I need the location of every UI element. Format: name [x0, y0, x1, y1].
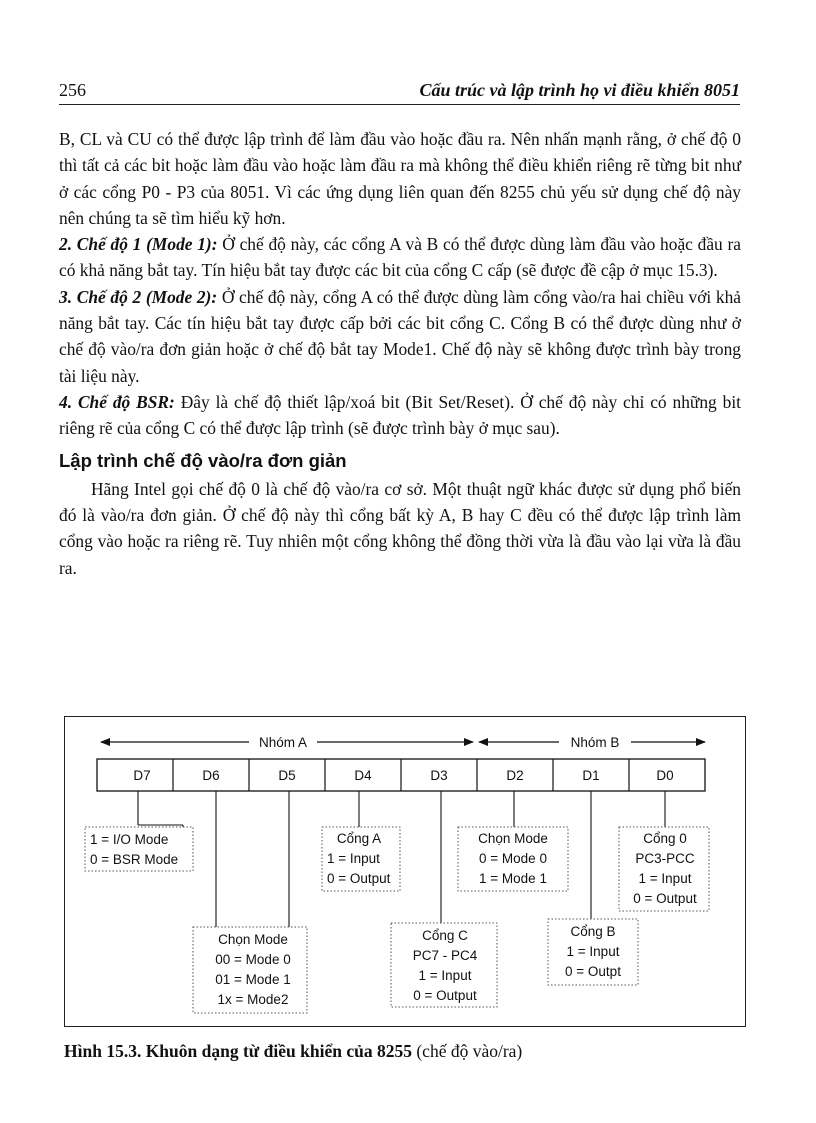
bsr-text: Đây là chế độ thiết lập/xoá bit (Bit Set/Reset). Ở chế độ này chỉ có những bit riêng rẽ của cổng C có thể được lập trình (sẽ được trình bày ở mục sau). — [59, 391, 741, 439]
paragraph-mode2 — [59, 284, 741, 389]
box-d0-line1: Cổng 0 — [643, 831, 687, 846]
paragraph-bsr — [59, 389, 741, 442]
box-d0-line3: 1 = Input — [638, 871, 692, 886]
box-d4-line2: 1 = Input — [327, 851, 380, 866]
body-text — [59, 126, 741, 581]
box-d65-line3: 01 = Mode 1 — [215, 972, 291, 987]
box-d2-line2: 0 = Mode 0 — [479, 851, 547, 866]
dotted-boxes — [85, 827, 709, 1013]
box-d4-line1: Cổng A — [336, 831, 382, 846]
group-b-arrow — [479, 735, 705, 750]
box-d7 — [90, 832, 178, 867]
bit-d7: D7 — [133, 768, 151, 783]
caption-rest: (chế độ vào/ra) — [411, 1041, 523, 1061]
group-a-label: Nhóm A — [258, 735, 308, 750]
figure-diagram — [65, 717, 747, 1028]
box-d3-line1: Cổng C — [422, 928, 468, 943]
box-d3 — [413, 928, 478, 1003]
box-d2-line3: 1 = Mode 1 — [479, 871, 547, 886]
box-d65-line2: 00 = Mode 0 — [215, 952, 291, 967]
box-d4 — [327, 831, 391, 886]
group-a-arrow — [101, 735, 473, 750]
running-header — [59, 78, 740, 105]
box-d1 — [565, 924, 621, 979]
mode2-text: Ở chế độ này, cổng A có thể được dùng làm cổng vào/ra hai chiều với khả năng bắt tay. Các tín hiệu bắt tay được cấp bởi các bit cổng C. Cổng B có thể được dùng như ở chế độ vào/ra đơn giản hoặc ở chế độ bắt tay Mode1. Chế độ này sẽ không được trình bày trong tài liệu này. — [59, 286, 742, 386]
group-b-label: Nhóm B — [570, 735, 620, 750]
caption-label: Hình 15.3. Khuôn dạng từ điều khiển của 8255 — [64, 1041, 412, 1061]
box-d2-line1: Chọn Mode — [478, 831, 548, 846]
box-d1-line2: 1 = Input — [566, 944, 620, 959]
box-d3-line2: PC7 - PC4 — [412, 948, 478, 963]
bit-d5: D5 — [278, 768, 296, 783]
figure-caption — [64, 1041, 522, 1062]
box-d7-line2: 0 = BSR Mode — [90, 852, 179, 867]
box-d1-line3: 0 = Outpt — [565, 964, 621, 979]
bit-d2: D2 — [506, 768, 524, 783]
bit-d3: D3 — [430, 768, 448, 783]
box-d3-line3: 1 = Input — [418, 968, 472, 983]
mode1-label: 2. Chế độ 1 (Mode 1): — [59, 234, 218, 255]
box-d6-d5 — [215, 932, 290, 1007]
page-number: 256 — [59, 80, 86, 100]
bit-d0: D0 — [656, 768, 674, 783]
bsr-label: 4. Chế độ BSR: — [59, 391, 175, 412]
box-d3-line4: 0 = Output — [413, 988, 477, 1003]
box-d0 — [633, 831, 697, 906]
box-d2 — [478, 831, 548, 886]
box-d7-line1: 1 = I/O Mode — [90, 832, 169, 847]
box-d65-line1: Chọn Mode — [218, 932, 288, 947]
control-register — [97, 759, 705, 791]
running-title: Cấu trúc và lập trình họ vi điều khiển 8051 — [419, 80, 740, 100]
box-d65-line4: 1x = Mode2 — [217, 992, 289, 1007]
connector-lines — [138, 791, 665, 927]
mode1-text: Ở chế độ này, các cổng A và B có thể được dùng làm đầu vào hoặc đầu ra có khả năng bắt tay. Tín hiệu bắt tay được các bit của cổng C cấp (sẽ được đề cập ở mục 15.3). — [59, 234, 741, 281]
paragraph-mode1 — [59, 231, 741, 284]
box-d4-line3: 0 = Output — [327, 871, 391, 886]
paragraph-simple-io: Hãng Intel gọi chế độ 0 là chế độ vào/ra cơ sở. Một thuật ngữ khác được sử dụng phổ biến đó là vào/ra đơn giản. Ở chế độ này thì cổng bất kỳ A, B hay C đều có thể được lập trình làm cổng vào hoặc ra riêng rẽ. Tuy nhiên một cổng không thể đồng thời vừa là đầu vào lại vừa là đầu ra. — [59, 478, 741, 578]
section-heading: Lập trình chế độ vào/ra đơn giản — [59, 449, 347, 471]
paragraph-intro: B, CL và CU có thể được lập trình để làm đầu vào hoặc đầu ra. Nên nhấn mạnh rằng, ở chế độ 0 thì tất cả các bit hoặc làm đầu vào hoặc làm đầu ra mà không thể điều khiển riêng rẽ từng bit như ở các cổng P0 - P3 của 8051. Vì các ứng dụng liên quan đến 8255 chủ yếu sử dụng chế độ này nên chúng ta sẽ tìm hiểu kỹ hơn. — [59, 129, 741, 228]
bit-d6: D6 — [202, 768, 220, 783]
bit-d4: D4 — [354, 768, 372, 783]
figure-control-word — [64, 716, 746, 1027]
box-d1-line1: Cổng B — [570, 924, 616, 939]
box-d0-line2: PC3-PCC — [635, 851, 695, 866]
box-d0-line4: 0 = Output — [633, 891, 697, 906]
mode2-label: 3. Chế độ 2 (Mode 2): — [59, 286, 218, 307]
bit-d1: D1 — [582, 768, 600, 783]
